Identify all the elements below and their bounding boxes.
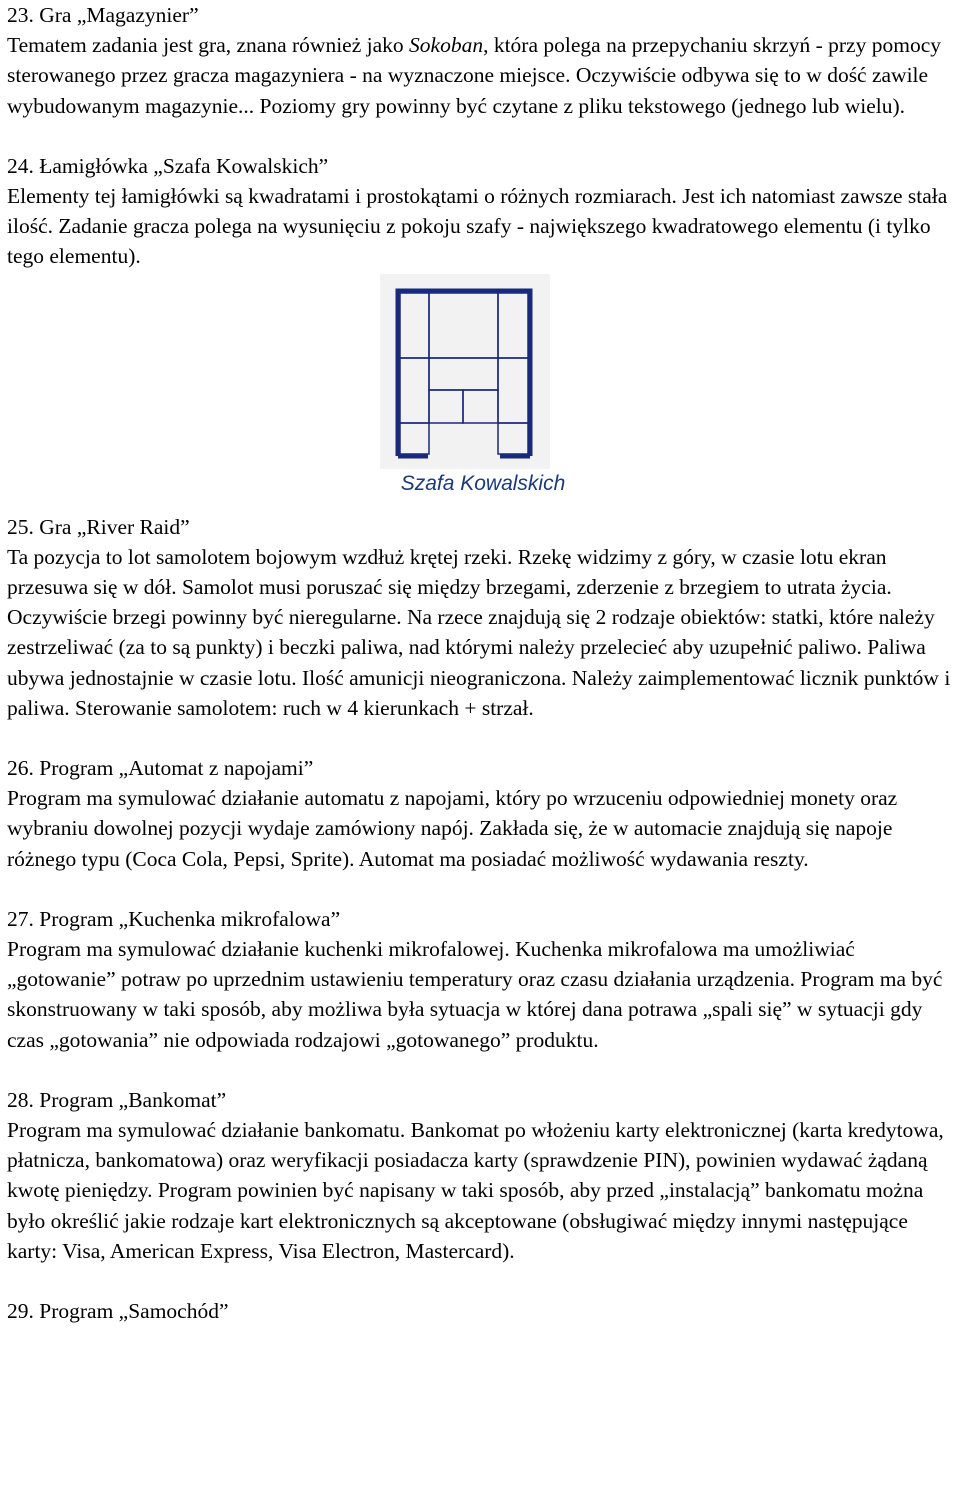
section-heading: 27. Program „Kuchenka mikrofalowa”: [7, 906, 341, 931]
section-heading: 28. Program „Bankomat”: [7, 1087, 227, 1112]
szafa-kowalskich-diagram: [380, 274, 550, 469]
section-body: Ta pozycja to lot samolotem bojowym wzdłuż krętej rzeki. Rzekę widzimy z góry, w czasie lotu ekran przesuwa się w dół. Samolot musi poruszać się między brzegami, zderzenie z brzegiem to utrata życia. Oczywiście brzegi powinny być nieregularne. Na rzece znajdują się 2 rodzaje obiektów: statki, które należy zestrzeliwać (za to są punkty) i beczki paliwa, nad którymi należy przelecieć aby uzupełnić paliwo. Paliwa ubywa jednostajnie w czasie lotu. Ilość amunicji nieograniczona. Należy zaimplementować licznik punktów i paliwa. Sterowanie samolotem: ruch w 4 kierunkach + strzał.: [7, 544, 951, 720]
section-heading: 24. Łamigłówka „Szafa Kowalskich”: [7, 153, 329, 178]
section-body: Program ma symulować działanie bankomatu. Bankomat po włożeniu karty elektronicznej (karta kredytowa, płatnicza, bankomatowa) oraz weryfikacji posiadacza karty (sprawdzenie PIN), powinien wydawać żądaną kwotę pieniędzy. Program powinien być napisany w taki sposób, aby przed „instalacją” bankomatu można było określić jakie rodzaje kart elektronicznych są akceptowane (obsługiwać między innymi następujące karty: Visa, American Express, Visa Electron, Mastercard).: [7, 1118, 944, 1263]
section-25: [7, 512, 959, 723]
section-28: [7, 1085, 959, 1266]
section-24: [7, 151, 959, 272]
body-text-end: , która polega na przepychaniu skrzyń - przy pomocy sterowanego przez gracza magazyniera - na wyznaczone miejsce. Oczywiście odbywa się to w dość zawile wybudowanym magazynie... Poziomy gry powinny być czytane z pliku tekstowego (jednego lub wielu).: [7, 33, 941, 118]
section-body: Program ma symulować działanie automatu z napojami, który po wrzuceniu odpowiedniej monety oraz wybraniu dowolnej pozycji wydaje zamówiony napój. Zakłada się, że w automacie znajdują się napoje różnego typu (Coca Cola, Pepsi, Sprite). Automat ma posiadać możliwość wydawania reszty.: [7, 786, 898, 871]
puzzle-figure: [7, 272, 959, 512]
section-body: Program ma symulować działanie kuchenki mikrofalowej. Kuchenka mikrofalowa ma umożliwiać „gotowanie” potraw po uprzednim ustawieniu temperatury oraz czasu działania urządzenia. Program ma być skonstruowany w taki sposób, aby możliwa była sytuacja w której dana potrawa „spali się” w sytuacji gdy czas „gotowania” nie odpowiada rodzajowi „gotowanego” produktu.: [7, 937, 943, 1052]
figure-caption: Szafa Kowalskich: [400, 471, 566, 495]
section-heading: 23. Gra „Magazynier”: [7, 3, 199, 27]
section-27: [7, 904, 959, 1055]
section-body: [7, 30, 959, 121]
section-29: [7, 1296, 959, 1326]
document: [7, 0, 959, 1326]
section-heading: 29. Program „Samochód”: [7, 1299, 229, 1324]
section-body: Elementy tej łamigłówki są kwadratami i prostokątami o różnych rozmiarach. Jest ich natomiast zawsze stała ilość. Zadanie gracza polega na wysunięciu z pokoju szafy - największego kwadratowego elementu (i tylko tego elementu).: [7, 184, 948, 269]
section-heading: 26. Program „Automat z napojami”: [7, 756, 314, 781]
section-heading: 25. Gra „River Raid”: [7, 514, 190, 539]
body-text-start: Tematem zadania jest gra, znana również jako: [7, 33, 410, 58]
section-26: [7, 753, 959, 874]
section-23: [7, 0, 959, 121]
sokoban-term: Sokoban: [409, 33, 484, 58]
